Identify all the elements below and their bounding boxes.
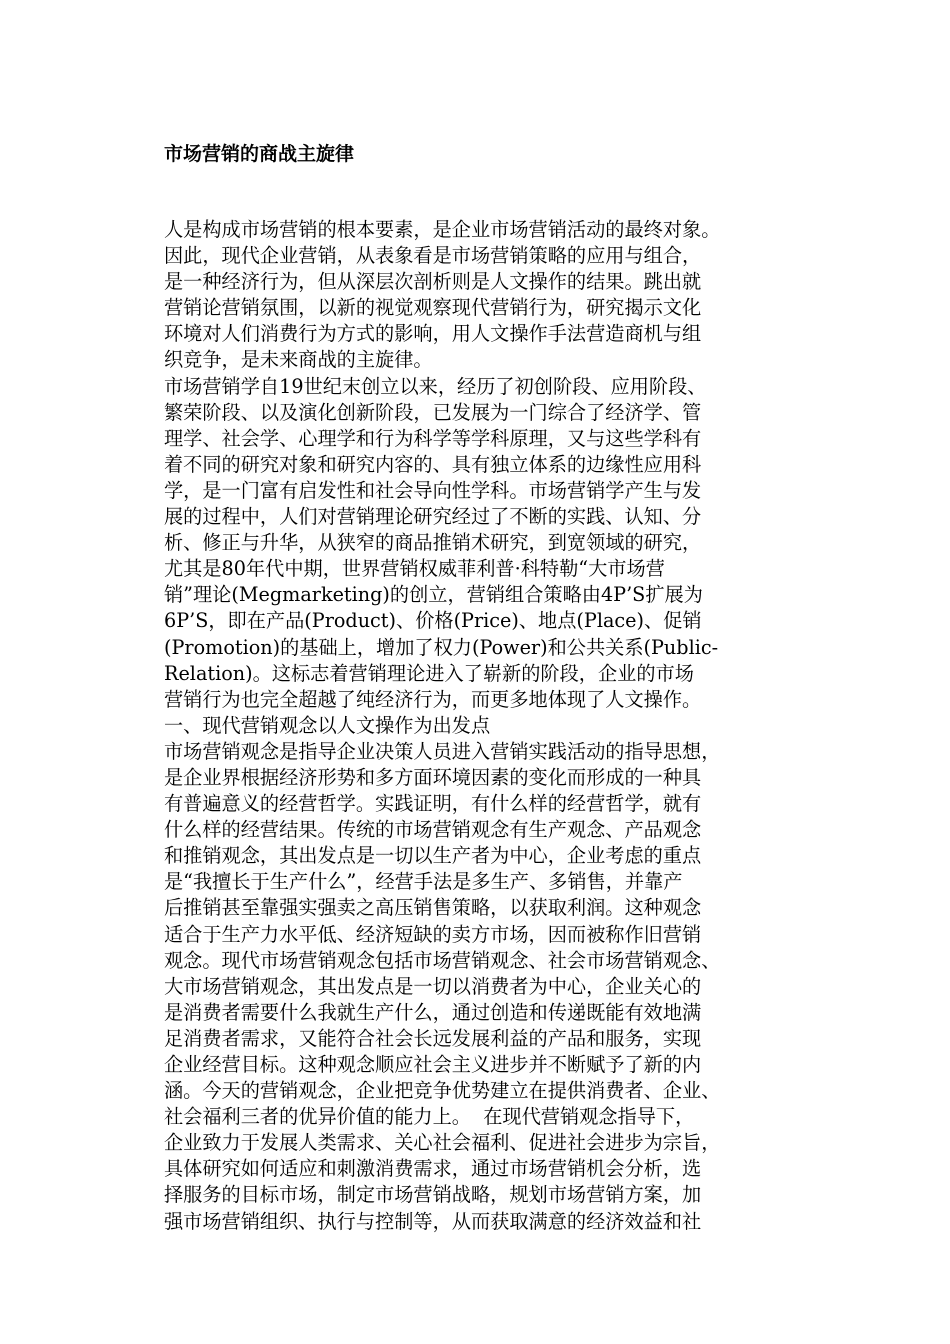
body-line: (Promotion)的基础上，增加了权力(Power)和公共关系(Public- — [164, 635, 719, 659]
body-line: 市场营销学自19世纪末创立以来，经历了初创阶段、应用阶段、 — [164, 374, 707, 398]
body-line: 环境对人们消费行为方式的影响，用人文操作手法营造商机与组 — [164, 322, 702, 346]
document-body — [164, 217, 804, 1235]
body-line: 是“我擅长于生产什么”，经营手法是多生产、多销售，并靠产 — [164, 870, 683, 894]
body-line: 后推销甚至靠强实强卖之高压销售策略，以获取利润。这种观念 — [164, 896, 702, 920]
body-line: 因此，现代企业营销，从表象看是市场营销策略的应用与组合， — [164, 244, 702, 268]
body-line: 观念。现代市场营销观念包括市场营销观念、社会市场营销观念、 — [164, 948, 721, 972]
body-line: 大市场营销观念，其出发点是一切以消费者为中心，企业关心的 — [164, 974, 702, 998]
body-line: 具体研究如何适应和刺激消费需求，通过市场营销机会分析，选 — [164, 1157, 702, 1181]
body-line: 尤其是80年代中期，世界营销权威菲利普·科特勒“大市场营 — [164, 557, 665, 581]
body-line: 析、修正与升华，从狭窄的商品推销术研究，到宽领域的研究， — [164, 531, 702, 555]
body-line: 繁荣阶段、以及演化创新阶段，已发展为一门综合了经济学、管 — [164, 400, 702, 424]
document-title: 市场营销的商战主旋律 — [164, 143, 355, 165]
body-line: 人是构成市场营销的根本要素，是企业市场营销活动的最终对象。 — [164, 218, 721, 241]
body-line: 着不同的研究对象和研究内容的、具有独立体系的边缘性应用科 — [164, 452, 702, 476]
body-line: 是消费者需要什么我就生产什么，通过创造和传递既能有效地满 — [164, 1000, 702, 1024]
body-line: Relation)。这标志着营销理论进入了崭新的阶段，企业的市场 — [164, 661, 694, 685]
body-line: 和推销观念，其出发点是一切以生产者为中心，企业考虑的重点 — [164, 844, 702, 868]
body-line: 织竞争，是未来商战的主旋律。 — [164, 348, 433, 372]
body-line: 理学、社会学、心理学和行为科学等学科原理，又与这些学科有 — [164, 426, 702, 450]
body-line: 营销论营销氛围，以新的视觉观察现代营销行为，研究揭示文化 — [164, 296, 702, 320]
body-line: 社会福利三者的优异价值的能力上。 在现代营销观念指导下， — [164, 1105, 695, 1129]
body-line: 展的过程中，人们对营销理论研究经过了不断的实践、认知、分 — [164, 505, 702, 529]
body-line: 适合于生产力水平低、经济短缺的卖方市场，因而被称作旧营销 — [164, 922, 702, 946]
body-line: 6P’S，即在产品(Product)、价格(Price)、地点(Place)、促销 — [164, 609, 702, 633]
body-line: 学，是一门富有启发性和社会导向性学科。市场营销学产生与发 — [164, 478, 702, 502]
body-line: 足消费者需求，又能符合社会长远发展利益的产品和服务，实现 — [164, 1026, 702, 1050]
body-line: 强市场营销组织、执行与控制等，从而获取满意的经济效益和社 — [164, 1209, 702, 1233]
body-line: 有普遍意义的经营哲学。实践证明，有什么样的经营哲学，就有 — [164, 792, 702, 816]
body-line: 营销行为也完全超越了纯经济行为，而更多地体现了人文操作。 — [164, 687, 702, 711]
body-line: 择服务的目标市场，制定市场营销战略，规划市场营销方案，加 — [164, 1183, 702, 1207]
body-line: 一、现代营销观念以人文操作为出发点 — [164, 713, 491, 737]
body-line: 销”理论(Megmarketing)的创立，营销组合策略由4P’S扩展为 — [164, 583, 703, 607]
body-line: 市场营销观念是指导企业决策人员进入营销实践活动的指导思想， — [164, 739, 721, 763]
body-line: 涵。今天的营销观念，企业把竞争优势建立在提供消费者、企业、 — [164, 1079, 721, 1103]
body-line: 是一种经济行为，但从深层次剖析则是人文操作的结果。跳出就 — [164, 270, 702, 294]
body-line: 企业致力于发展人类需求、关心社会福利、促进社会进步为宗旨， — [164, 1131, 721, 1155]
body-line: 是企业界根据经济形势和多方面环境因素的变化而形成的一种具 — [164, 765, 702, 789]
body-line: 企业经营目标。这种观念顺应社会主义进步并不断赋予了新的内 — [164, 1053, 702, 1076]
body-line: 什么样的经营结果。传统的市场营销观念有生产观念、产品观念 — [164, 818, 702, 842]
